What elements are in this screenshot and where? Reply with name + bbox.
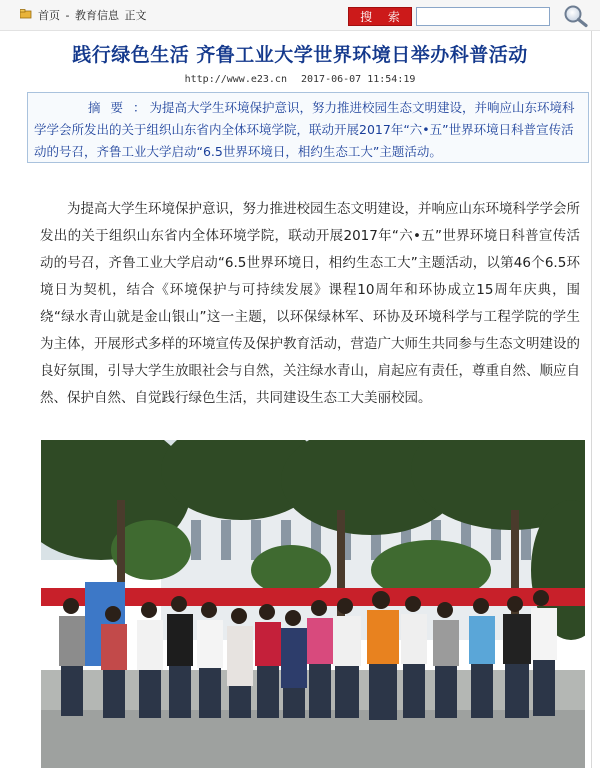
search-input[interactable] (416, 7, 550, 26)
article-photo (41, 440, 585, 768)
search-button[interactable]: 搜 索 (348, 7, 412, 26)
home-icon (20, 9, 32, 19)
breadcrumb-separator: - (65, 9, 70, 22)
summary-box (27, 92, 589, 163)
source-url[interactable]: http://www.e23.cn (184, 74, 287, 85)
article-meta (0, 74, 600, 85)
publish-datetime: 2017-06-07 11:54:19 (301, 74, 416, 85)
page-title: 践行绿色生活 齐鲁工业大学世界环境日举办科普活动 (72, 44, 528, 66)
summary-text: 为提高大学生环境保护意识，努力推进校园生态文明建设，并响应山东环境科学学会所发出的关于组织山东省内全体环境学院，联动开展2017年“六•五”世界环境日科普宣传活动的号召，齐鲁工业大学启动“6.5世界环境日，相约生态工大”主题活动。 (34, 100, 575, 159)
group-photo-illustration (41, 440, 585, 768)
breadcrumb (38, 7, 148, 23)
article-body: 为提高大学生环境保护意识，努力推进校园生态文明建设，并响应山东环境科学学会所发出的关于组织山东省内全体环境学院，联动开展2017年“六•五”世界环境日科普宣传活动的号召，齐鲁工业大学启动“6.5世界环境日，相约生态工大”主题活动，以第46个6.5环境日为契机，结合《环境保护与可持续发展》课程10周年和环协成立15周年庆典，围绕“绿水青山就是金山银山”这一主题，以环保绿林军、环协及环境科学与工程学院的学生为主体，开展形式多样的环境宣传及保护教育活动，营造广大师生共同参与生态文明建设的良好氛围，引导大学生放眼社会与自然，关注绿水青山，肩起应有责任，尊重自然、顺应自然、保护自然、自觉践行绿色生活，共同建设生态工大美丽校园。 (40, 201, 580, 406)
summary-label: 摘要： (88, 100, 156, 115)
breadcrumb-home-link[interactable]: 首页 (38, 9, 60, 22)
magnifier-icon[interactable] (562, 4, 590, 28)
breadcrumb-section-link[interactable]: 教育信息 (74, 9, 119, 22)
top-bar (0, 0, 600, 31)
breadcrumb-current: 正文 (124, 9, 147, 22)
